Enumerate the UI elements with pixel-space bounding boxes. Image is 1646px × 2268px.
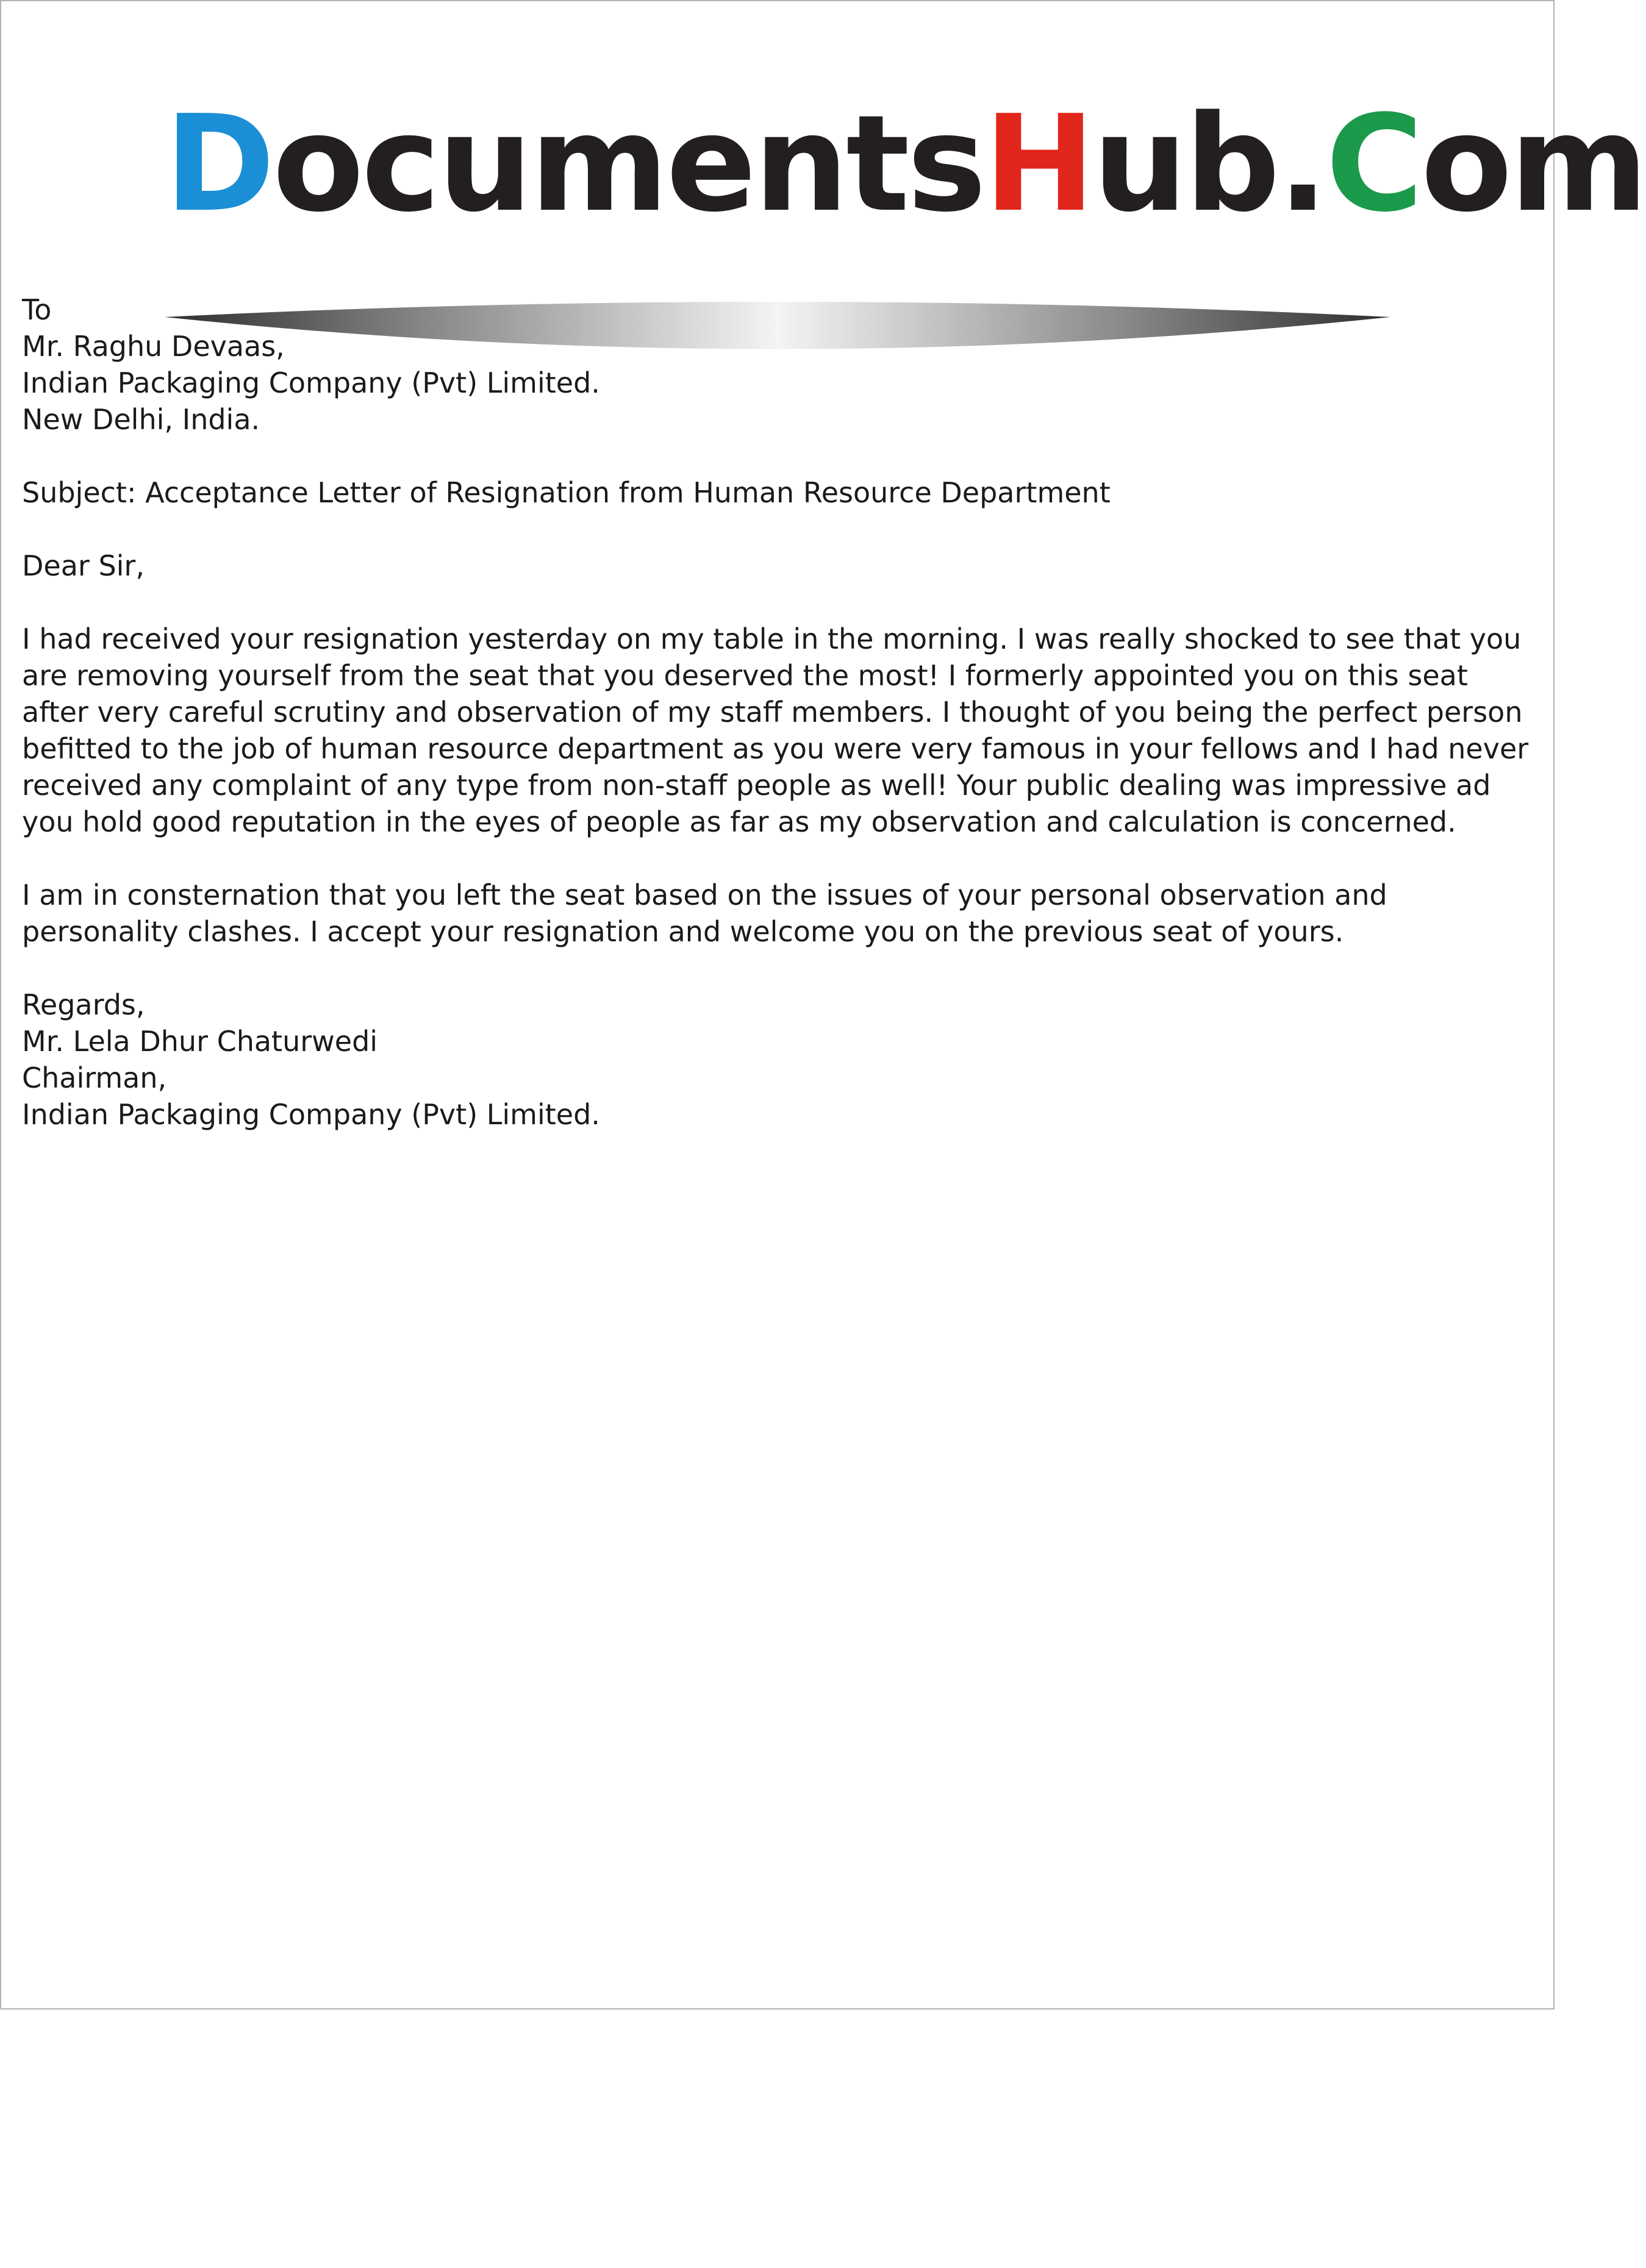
closing-regards: Regards, (22, 988, 145, 1021)
logo-wordmark (165, 87, 1646, 241)
logo-text-om: om (1420, 87, 1646, 241)
subject-line: Subject: Acceptance Letter of Resignation from Human Resource Department (22, 476, 1111, 509)
recipient-location: New Delhi, India. (22, 403, 260, 436)
logo-text-ocuments: ocuments (272, 87, 984, 241)
recipient-name: Mr. Raghu Devaas, (22, 330, 285, 363)
signatory-title: Chairman, (22, 1061, 167, 1094)
body-paragraph: I had received your resignation yesterday on my table in the morning. I was really shocked to see that you are removing yourself from the seat that you deserved the most! I formerly appointed you on this seat after very careful scrutiny and observation of my staff members. I thought of you being the perfect person befitted to the job of human resource department as you were very famous in your fellows and I had never received any complaint of any type from non-staff people as well! Your public dealing was impressive ad you hold good reputation in the eyes of people as far as my observation and calculation is concerned. (22, 622, 1529, 838)
body-paragraph: I am in consternation that you left the seat based on the issues of your personal observation and personality clashes. I accept your resignation and welcome you on the previous seat of yours. (22, 879, 1387, 948)
salutation: Dear Sir, (22, 549, 145, 582)
documentshub-logo (165, 87, 1646, 274)
recipient-to: To (22, 293, 52, 326)
logo-letter-d: D (165, 87, 273, 241)
spacer (22, 584, 1534, 621)
logo-letter-h: H (984, 87, 1093, 241)
letter-body (22, 291, 1534, 1133)
recipient-company: Indian Packaging Company (Pvt) Limited. (22, 366, 600, 399)
signatory-name: Mr. Lela Dhur Chaturwedi (22, 1025, 378, 1058)
spacer (22, 950, 1534, 986)
spacer (22, 511, 1534, 547)
logo-letter-c: C (1325, 87, 1421, 241)
signatory-company: Indian Packaging Company (Pvt) Limited. (22, 1098, 600, 1131)
logo-text-ub: ub. (1092, 87, 1326, 241)
spacer (22, 438, 1534, 474)
spacer (22, 840, 1534, 877)
